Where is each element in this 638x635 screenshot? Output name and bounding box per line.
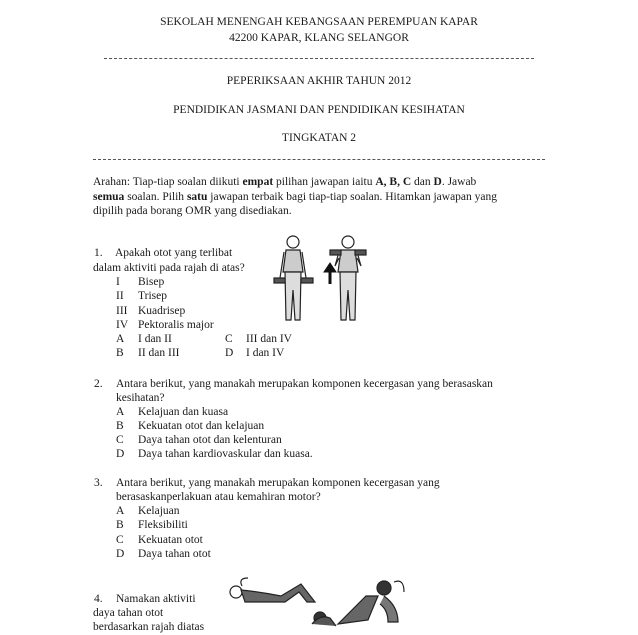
q1-option-text: III dan IV	[246, 333, 292, 345]
q2-text-line-1: Antara berikut, yang manakah merupakan komponen kecergasan yang berasaskan	[116, 378, 493, 390]
q2-option-text: Kekuatan otot dan kelajuan	[138, 420, 265, 432]
instructions-line-2: semua soalan. Pilih satu jawapan terbaik bagi tiap-tiap soalan. Hitamkan jawapan yang	[93, 191, 498, 203]
section-divider	[93, 159, 545, 160]
q3-number: 3.	[94, 477, 103, 489]
q1-item-roman: IV	[116, 319, 129, 331]
q3-option-text: Kelajuan	[138, 505, 180, 517]
q3-option-text: Kekuatan otot	[138, 534, 203, 546]
q3-option-text: Fleksibiliti	[138, 519, 188, 531]
person-lying-icon	[230, 578, 315, 602]
q4-figure-situp	[228, 572, 418, 630]
q4-text-line-2: daya tahan otot	[93, 607, 164, 619]
school-name: SEKOLAH MENENGAH KEBANGSAAN PEREMPUAN KAPAR	[160, 16, 478, 28]
school-address: 42200 KAPAR, KLANG SELANGOR	[229, 32, 409, 44]
up-arrow-icon	[324, 263, 336, 284]
q3-text-line-2: berasaskanperlakuan atau kemahiran motor?	[116, 491, 321, 503]
q1-figure-dumbbell-curl	[268, 232, 378, 324]
q3-option-letter: B	[116, 519, 124, 531]
q1-option-letter: A	[116, 333, 125, 345]
q3-option-text: Daya tahan otot	[138, 548, 211, 560]
q2-option-text: Daya tahan otot dan kelenturan	[138, 434, 282, 446]
q1-option-letter: C	[225, 333, 233, 345]
subject-title: PENDIDIKAN JASMANI DAN PENDIDIKAN KESIHATAN	[173, 104, 465, 116]
instructions-line-1: Arahan: Tiap-tiap soalan diikuti empat pilihan jawapan iaitu A, B, C dan D. Jawab	[93, 176, 477, 188]
q4-text-line-3: berdasarkan rajah diatas	[93, 621, 205, 633]
q1-item-roman: I	[116, 276, 120, 288]
q4-number: 4.	[94, 593, 103, 605]
q2-option-letter: A	[116, 406, 125, 418]
person-situp-icon	[338, 581, 404, 624]
header-divider	[104, 58, 534, 59]
instructions-line-3: dipilih pada borang OMR yang disediakan.	[93, 205, 292, 217]
q1-item-text: Trisep	[138, 290, 167, 302]
q2-option-text: Kelajuan dan kuasa	[138, 406, 229, 418]
q1-option-letter: D	[225, 347, 234, 359]
q3-option-letter: A	[116, 505, 125, 517]
q2-option-text: Daya tahan kardiovaskular dan kuasa.	[138, 448, 313, 460]
q2-option-letter: C	[116, 434, 124, 446]
exam-title: PEPERIKSAAN AKHIR TAHUN 2012	[226, 75, 412, 87]
q1-item-text: Bisep	[138, 276, 165, 288]
person-crunch-icon	[312, 612, 336, 626]
q3-option-letter: C	[116, 534, 124, 546]
person-arms-down-icon	[274, 236, 313, 320]
q1-text-line-1: Apakah otot yang terlibat	[115, 247, 233, 259]
form-title: TINGKATAN 2	[281, 132, 357, 144]
q1-item-text: Pektoralis major	[138, 319, 214, 331]
q1-item-roman: III	[116, 305, 128, 317]
q1-option-letter: B	[116, 347, 124, 359]
q1-option-text: I dan II	[138, 333, 172, 345]
person-arms-curl-icon	[330, 236, 366, 320]
q2-option-letter: B	[116, 420, 124, 432]
q1-item-text: Kuadrisep	[138, 305, 186, 317]
q4-text-line-1: Namakan aktiviti	[116, 593, 196, 605]
q3-text-line-1: Antara berikut, yang manakah merupakan komponen kecergasan yang	[116, 477, 440, 489]
q1-option-text: II dan III	[138, 347, 180, 359]
q2-text-line-2: kesihatan?	[116, 392, 165, 404]
q1-option-text: I dan IV	[246, 347, 285, 359]
q3-option-letter: D	[116, 548, 125, 560]
q2-number: 2.	[94, 378, 103, 390]
q1-text-line-2: dalam aktiviti pada rajah di atas?	[93, 262, 245, 274]
q1-item-roman: II	[116, 290, 124, 302]
q1-number: 1.	[94, 247, 103, 259]
q2-option-letter: D	[116, 448, 125, 460]
